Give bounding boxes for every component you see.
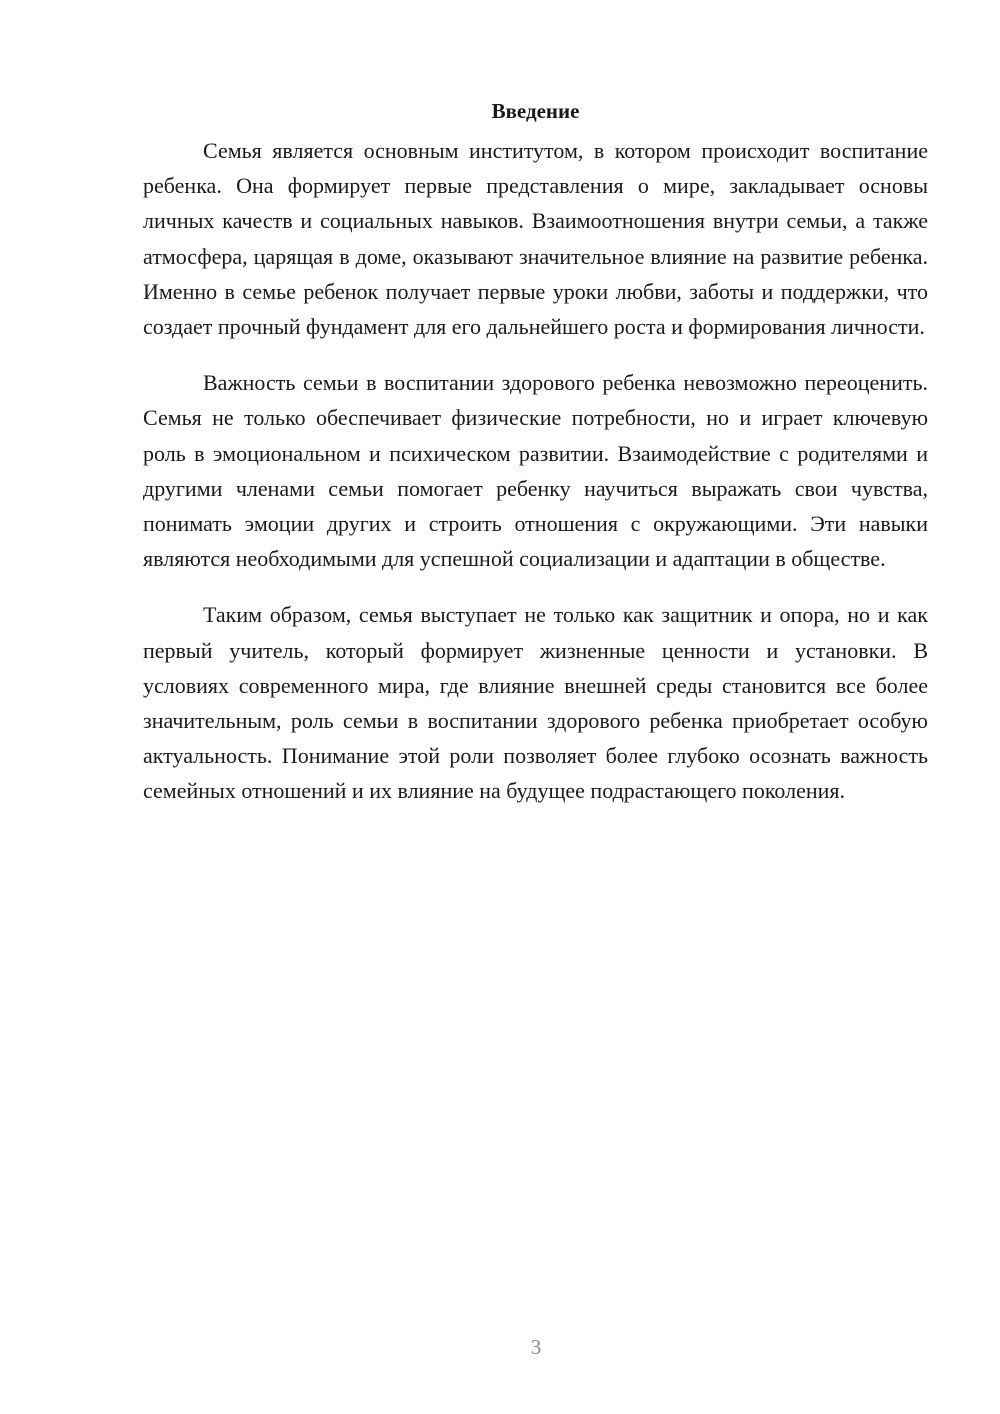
paragraph-1: Семья является основным институтом, в котором происходит воспитание ребенка. Она формирует первые представления о мире, закладывает основы личных качеств и социальных навыков. Взаимоотношения внутри семьи, а также атмосфера, царящая в доме, оказывают значительное влияние на развитие ребенка. Именно в семье ребенок получает первые уроки любви, заботы и поддержки, что создает прочный фундамент для его дальнейшего роста и формирования личности. [143, 138, 928, 340]
page-number: 3 [530, 1335, 542, 1359]
paragraph-2: Важность семьи в воспитании здорового ребенка невозможно переоценить. Семья не только обеспечивает физические потребности, но и играет ключевую роль в эмоциональном и психическом развитии. Взаимодействие с родителями и другими членами семьи помогает ребенку научиться выражать свои чувства, понимать эмоции других и строить отношения с окружающими. Эти навыки являются необходимыми для успешной социализации и адаптации в обществе. [143, 370, 928, 572]
page-content [143, 97, 928, 809]
section-title: Введение [491, 99, 580, 123]
paragraph-3: Таким образом, семья выступает не только как защитник и опора, но и как первый учитель, который формирует жизненные ценности и установки. В условиях современного мира, где влияние внешней среды становится все более значительным, роль семьи в воспитании здорового ребенка приобретает особую актуальность. Понимание этой роли позволяет более глубоко осознать важность семейных отношений и их влияние на будущее подрастающего поколения. [143, 602, 928, 804]
